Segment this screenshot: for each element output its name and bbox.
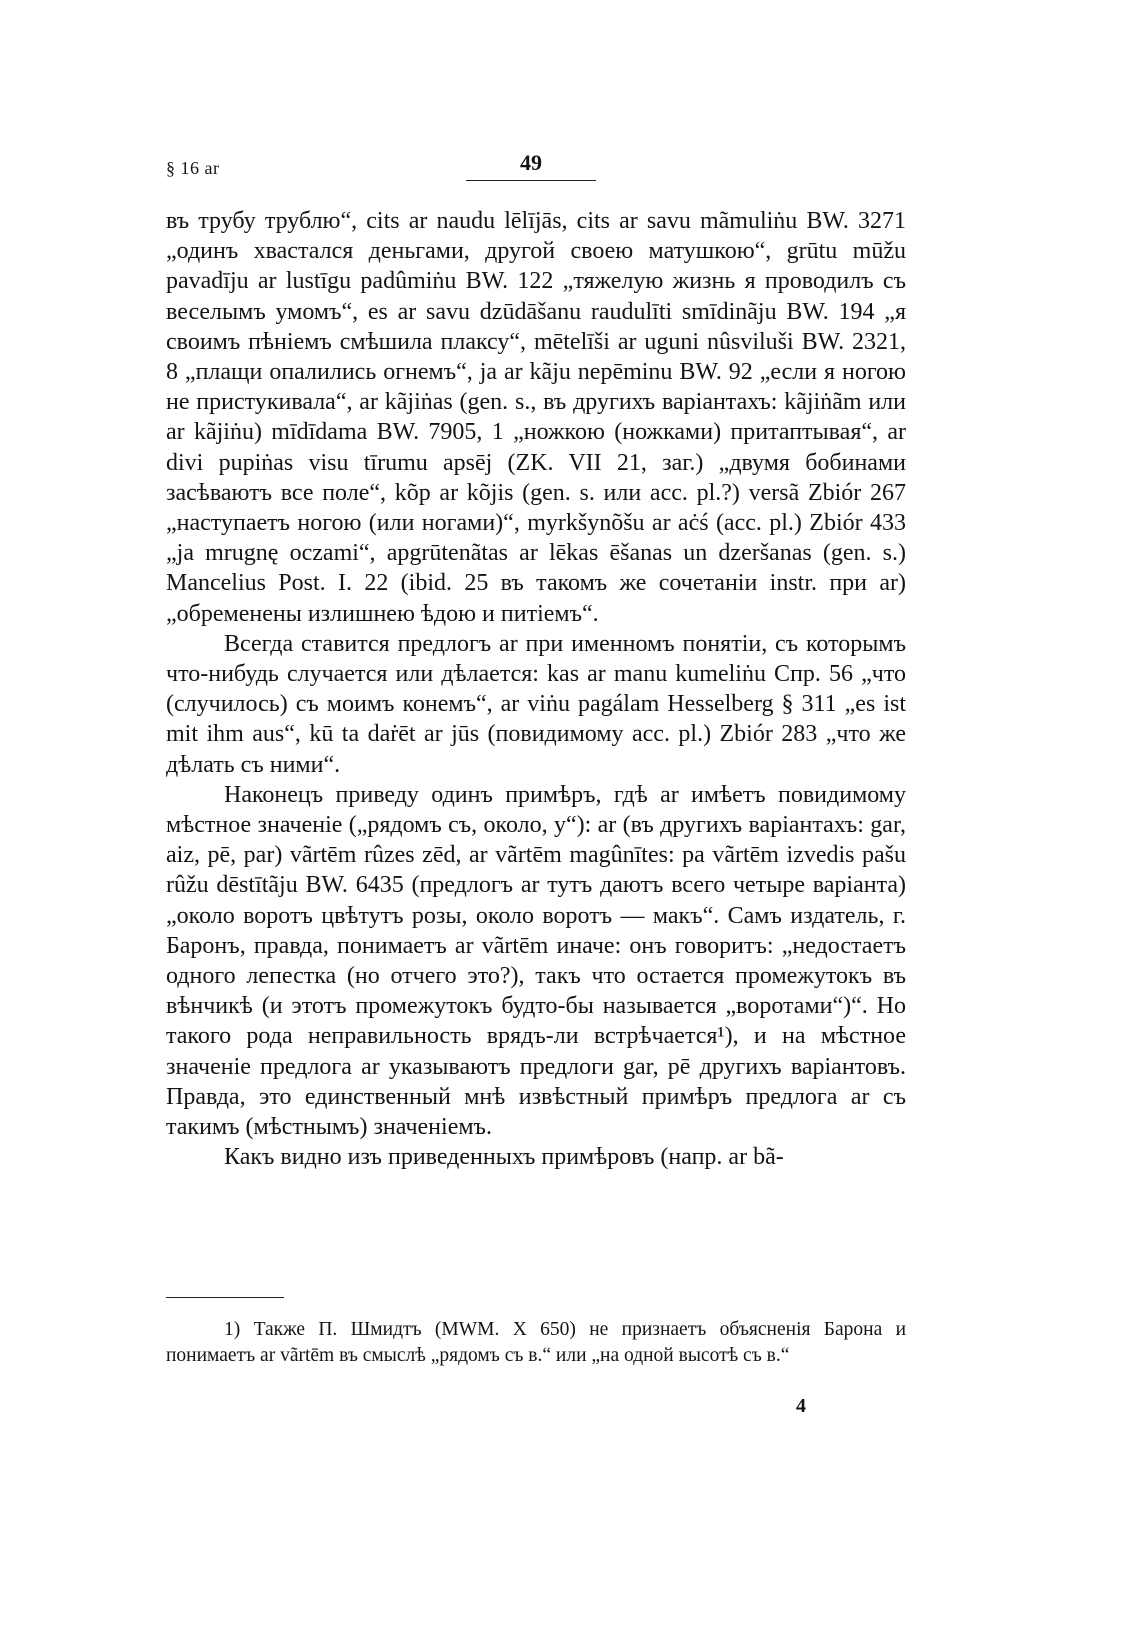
- footnote-divider: [166, 1297, 284, 1298]
- paragraph-continued: въ трубу трублю“, cits ar naudu lēlījās, cits ar savu mãmuliṅu BW. 3271 „одинъ хвастался деньгами, другой своею матушкою“, grūtu mūžu pavadīju ar lustīgu padûmiṅu BW. 122 „тяжелую жизнь я проводилъ съ веселымъ умомъ“, es ar savu dzūdāšanu raudulīti smīdinãju BW. 194 „я своимъ пѣніемъ смѣшила плаксу“, mētelīši ar uguni nûsviluši BW. 2321, 8 „плащи опалились огнемъ“, ja ar kãju nepēminu BW. 92 „если я ногою не пристукивала“, ar kãjiṅas (gen. s., въ другихъ варіантахъ: kãjiṅãm или ar kãjiṅu) mīdīdama BW. 7905, 1 „ножкою (ножками) притаптывая“, ar divi pupiṅas visu tīrumu apsēj (ZK. VII 21, заг.) „двумя бобинами засѣваютъ все поле“, kõp ar kõjis (gen. s. или acc. pl.?) versã Zbiór 267 „наступаетъ ногою (или ногами)“, myrkšynõšu ar aċś (acc. pl.) Zbiór 433 „ja mrugnę oczami“, apgrūtenãtas ar lēkas ēšanas un dzeršanas (gen. s.) Mancelius Post. I. 22 (ibid. 25 въ такомъ же сочетаніи instr. при ar) „обременены излишнею ѣдою и питіемъ“.: [166, 208, 906, 627]
- section-reference: § 16 ar: [166, 158, 220, 178]
- main-text: [166, 206, 906, 1173]
- footnote: 1) Также П. Шмидтъ (MWM. X 650) не признаетъ объясненія Барона и понимаетъ ar vãrtēm въ смыслѣ „рядомъ съ в.“ или „на одной высотѣ съ в.“: [166, 1319, 906, 1366]
- paragraph: Всегда ставится предлогъ ar при именномъ понятіи, съ которымъ что-нибудь случается или дѣлается: kas ar manu kumeliṅu Спр. 56 „что (случилось) съ моимъ конемъ“, ar viṅu pagálam Hesselberg § 311 „es ist mit ihm aus“, kū ta daṙēt ar jūs (повидимому acc. pl.) Zbiór 283 „что же дѣлать съ ними“.: [166, 630, 906, 778]
- paragraph: Наконецъ приведу одинъ примѣръ, гдѣ ar имѣетъ повидимому мѣстное значеніе („рядомъ съ, около, у“): ar (въ другихъ варіантахъ: gar, aiz, pē, par) vãrtēm rûzes zēd, ar vãrtēm magûnītes: pa vãrtēm izvedis pašu rûžu dēstītãju BW. 6435 (предлогъ ar тутъ даютъ всего четыре варіанта) „около воротъ цвѣтутъ розы, около воротъ — макъ“. Самъ издатель, г. Баронъ, правда, понимаетъ ar vãrtēm иначе: онъ говоритъ: „недостаетъ одного лепестка (но отчего это?), такъ что остается промежутокъ въ вѣнчикѣ (и этотъ промежутокъ будто-бы называется „воротами“)“. Но такого рода неправильность врядъ-ли встрѣчается¹), и на мѣстное значеніе предлога ar указываютъ предлоги gar, pē другихъ варіантовъ. Правда, это единственный мнѣ извѣстный примѣръ предлога ar съ такимъ (мѣстнымъ) значеніемъ.: [166, 781, 906, 1141]
- page-number: 49: [466, 150, 596, 181]
- paragraph: Какъ видно изъ приведенныхъ примѣровъ (напр. ar bã-: [224, 1144, 784, 1171]
- running-header: [166, 150, 906, 190]
- signature-mark: 4: [796, 1395, 806, 1417]
